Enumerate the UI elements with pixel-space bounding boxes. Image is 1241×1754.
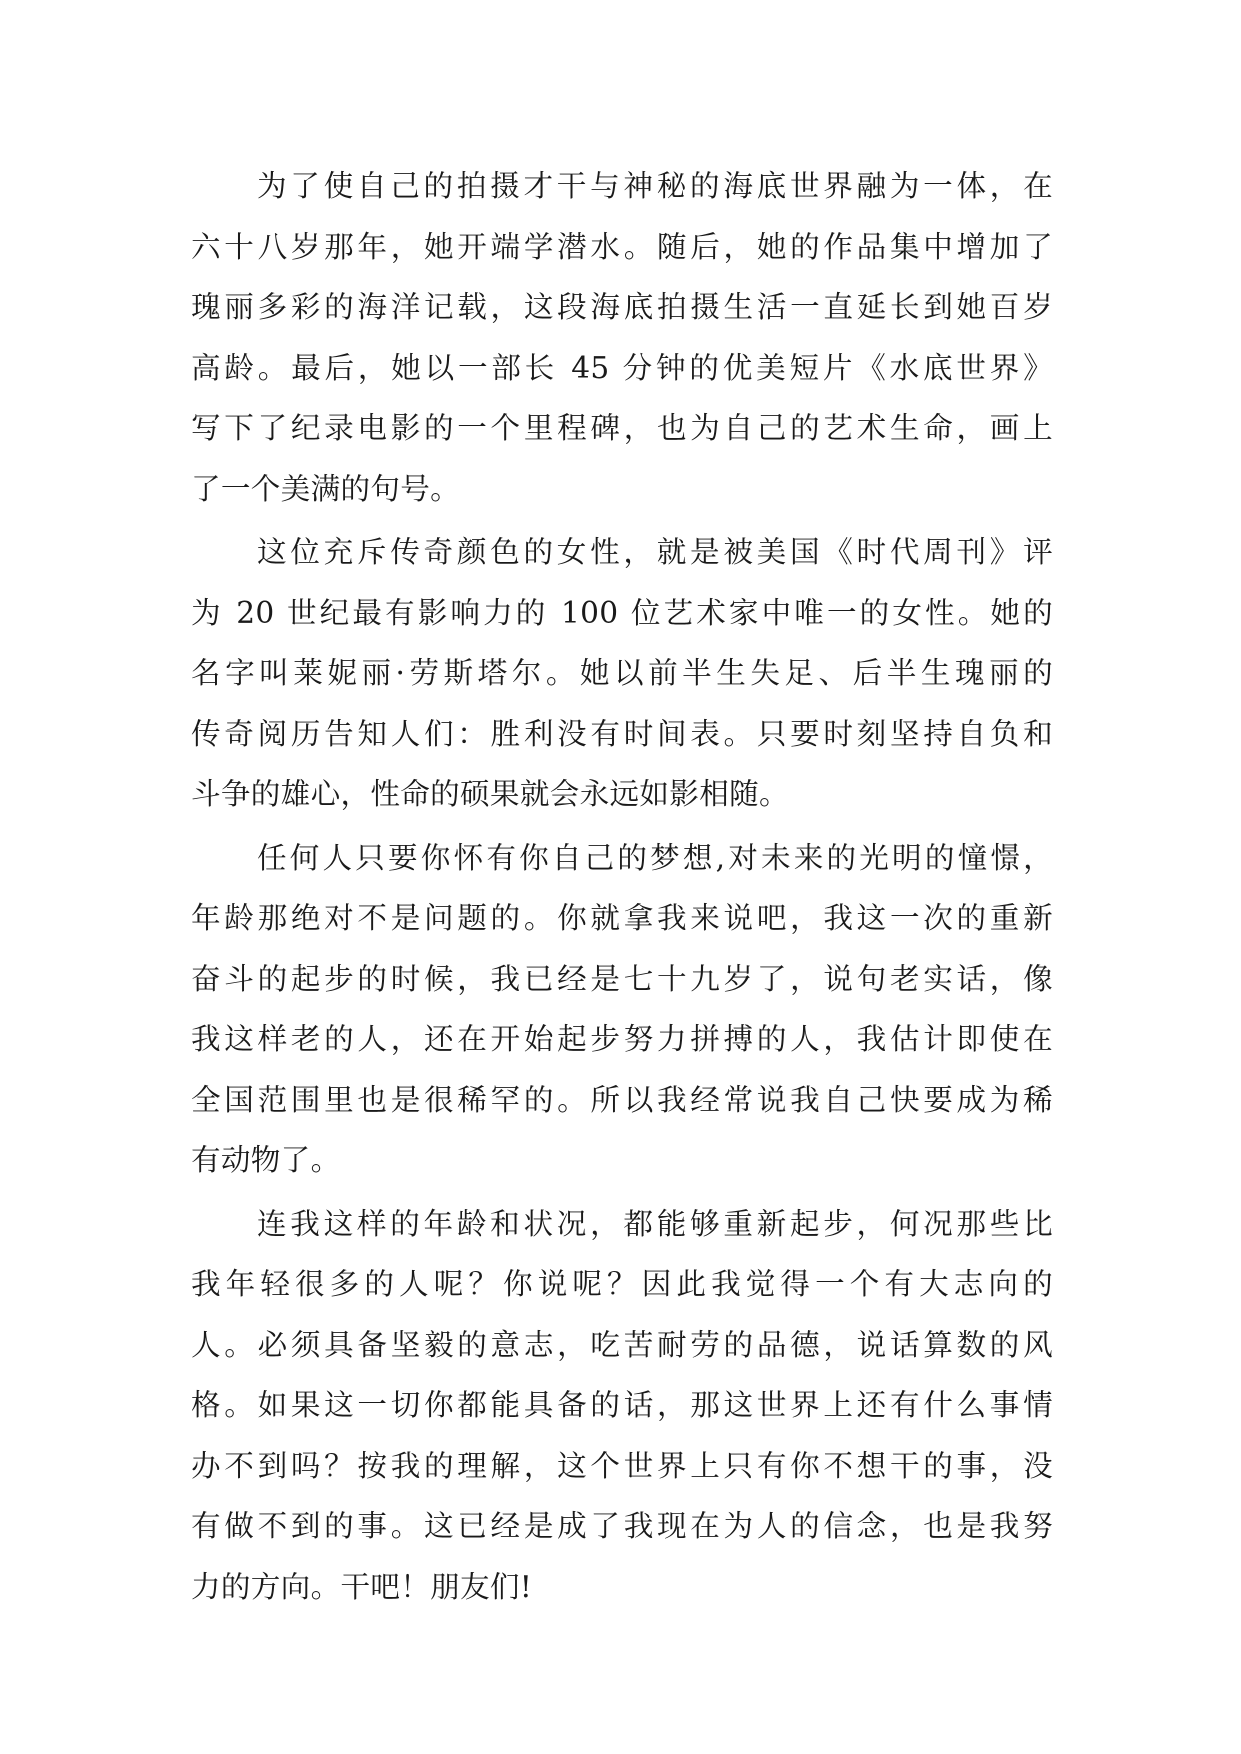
- text-line: 人。必须具备坚毅的意志，吃苦耐劳的品德，说话算数的风: [191, 1327, 1053, 1362]
- text-line: 斗争的雄心，性命的硕果就会永远如影相随。: [191, 777, 789, 811]
- text-line: 为 20 世纪最有影响力的 100 位艺术家中唯一的女性。她的: [191, 595, 1053, 630]
- text-line: 我年轻很多的人呢？你说呢？因此我觉得一个有大志向的: [191, 1267, 1053, 1301]
- paragraph: [191, 522, 1053, 825]
- text-line: 高龄。最后，她以一部长 45 分钟的优美短片《水底世界》: [191, 350, 1053, 385]
- text-line: 任何人只要你怀有你自己的梦想,对未来的光明的憧憬，: [257, 840, 1053, 875]
- text-line: 格。如果这一切你都能具备的话，那这世界上还有什么事情: [191, 1388, 1053, 1422]
- text-line: 写下了纪录电影的一个里程碑，也为自己的艺术生命，画上: [191, 411, 1053, 445]
- text-line: 六十八岁那年，她开端学潜水。随后，她的作品集中增加了: [191, 229, 1053, 264]
- text-line: 办不到吗？按我的理解，这个世界上只有你不想干的事，没: [191, 1448, 1053, 1483]
- paragraph: [191, 1194, 1053, 1618]
- text-line: 为了使自己的拍摄才干与神秘的海底世界融为一体，在: [257, 169, 1053, 203]
- text-line: 力的方向。干吧！朋友们!: [191, 1569, 533, 1604]
- text-line: 有动物了。: [191, 1143, 341, 1177]
- text-line: 连我这样的年龄和状况，都能够重新起步，何况那些比: [257, 1206, 1053, 1241]
- text-line: 年龄那绝对不是问题的。你就拿我来说吧，我这一次的重新: [191, 901, 1053, 935]
- text-line: 名字叫莱妮丽·劳斯塔尔。她以前半生失足、后半生瑰丽的: [191, 656, 1053, 690]
- document-body: [191, 156, 1053, 1620]
- text-line: 了一个美满的句号。: [191, 471, 461, 506]
- paragraph: [191, 156, 1053, 519]
- text-line: 全国范围里也是很稀罕的。所以我经常说我自己快要成为稀: [191, 1082, 1053, 1117]
- text-line: 这位充斥传奇颜色的女性，就是被美国《时代周刊》评: [257, 535, 1053, 569]
- paragraph: [191, 828, 1053, 1191]
- text-line: 奋斗的起步的时候，我已经是七十九岁了，说句老实话，像: [191, 961, 1053, 996]
- text-line: 瑰丽多彩的海洋记载，这段海底拍摄生活一直延长到她百岁: [191, 290, 1053, 324]
- text-line: 有做不到的事。这已经是成了我现在为人的信念，也是我努: [191, 1509, 1053, 1543]
- text-line: 我这样老的人，还在开始起步努力拼搏的人，我估计即使在: [191, 1022, 1053, 1056]
- text-line: 传奇阅历告知人们：胜利没有时间表。只要时刻坚持自负和: [191, 716, 1053, 751]
